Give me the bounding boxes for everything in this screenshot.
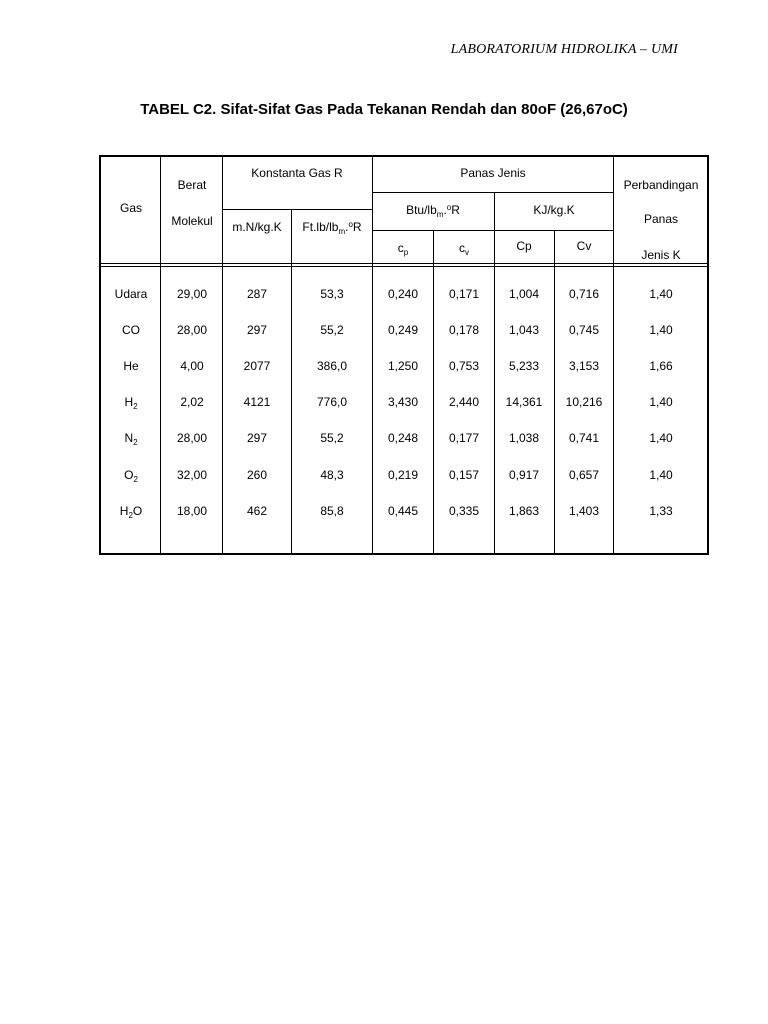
gas-properties-table bbox=[99, 155, 709, 555]
cell-berat: 28,00 bbox=[176, 431, 208, 445]
cell-r-si: 2077 bbox=[243, 359, 271, 373]
cell-cp: 1,038 bbox=[508, 431, 540, 445]
cell-cv: 0,335 bbox=[448, 504, 480, 518]
cell-berat: 2,02 bbox=[180, 395, 204, 409]
cell-cv: 0,657 bbox=[568, 468, 600, 482]
cell-cv: 0,171 bbox=[448, 287, 480, 301]
cell-r-en: 776,0 bbox=[316, 395, 348, 409]
cell-berat: 18,00 bbox=[176, 504, 208, 518]
cell-cp: 14,361 bbox=[505, 395, 543, 409]
cell-r-si: 297 bbox=[246, 431, 268, 445]
cell-cp: 1,250 bbox=[387, 359, 419, 373]
header-cp-lower: $c_p$ bbox=[397, 241, 409, 257]
cell-k: 1,40 bbox=[649, 395, 673, 409]
cell-cv: 0,178 bbox=[448, 323, 480, 337]
cell-gas: $O_2$ bbox=[124, 468, 138, 484]
cell-r-si: 462 bbox=[246, 504, 268, 518]
col-divider bbox=[433, 230, 434, 553]
cell-r-si: 4121 bbox=[243, 395, 271, 409]
cell-cp: 1,863 bbox=[508, 504, 540, 518]
header-panas-jenis: Panas Jenis bbox=[460, 166, 526, 180]
row-divider bbox=[372, 230, 613, 231]
cell-cv: 3,153 bbox=[568, 359, 600, 373]
cell-cv: 0,745 bbox=[568, 323, 600, 337]
cell-r-si: 260 bbox=[246, 468, 268, 482]
cell-k: 1,40 bbox=[649, 323, 673, 337]
row-divider bbox=[372, 192, 613, 193]
col-divider bbox=[372, 157, 373, 553]
cell-cv: 2,440 bbox=[448, 395, 480, 409]
col-divider bbox=[554, 230, 555, 553]
cell-cp: 0,249 bbox=[387, 323, 419, 337]
cell-cp: 0,219 bbox=[387, 468, 419, 482]
header-berat: Berat bbox=[177, 178, 207, 192]
header-cv-lower: $c_v$ bbox=[459, 241, 469, 257]
col-divider bbox=[160, 157, 161, 553]
cell-cv: 0,177 bbox=[448, 431, 480, 445]
cell-gas: Udara bbox=[114, 287, 148, 301]
cell-cp: 0,917 bbox=[508, 468, 540, 482]
header-r-si: m.N/kg.K bbox=[232, 220, 282, 234]
col-divider bbox=[494, 192, 495, 553]
header-kj: KJ/kg.K bbox=[533, 203, 575, 217]
cell-r-si: 297 bbox=[246, 323, 268, 337]
cell-r-en: 53,3 bbox=[320, 287, 344, 301]
cell-k: 1,40 bbox=[649, 287, 673, 301]
header-jenis-k: Jenis K bbox=[641, 248, 681, 262]
cell-gas: He bbox=[123, 359, 139, 373]
cell-r-si: 287 bbox=[246, 287, 268, 301]
col-divider bbox=[613, 157, 614, 553]
cell-cp: 3,430 bbox=[387, 395, 419, 409]
header-separator bbox=[101, 263, 707, 264]
cell-r-en: 55,2 bbox=[320, 431, 344, 445]
cell-r-en: 386,0 bbox=[316, 359, 348, 373]
cell-k: 1,66 bbox=[649, 359, 673, 373]
cell-berat: 4,00 bbox=[180, 359, 204, 373]
cell-gas: $N_2$ bbox=[124, 431, 138, 447]
header-cp-upper: Cp bbox=[516, 239, 532, 253]
cell-cv: 10,216 bbox=[565, 395, 603, 409]
cell-berat: 32,00 bbox=[176, 468, 208, 482]
cell-cv: 1,403 bbox=[568, 504, 600, 518]
cell-berat: 28,00 bbox=[176, 323, 208, 337]
cell-gas: $H_2$ bbox=[124, 395, 138, 411]
cell-cv: 0,716 bbox=[568, 287, 600, 301]
header-r-en: $Ft.lb/lb_m.^oR$ bbox=[302, 220, 362, 236]
cell-r-en: 48,3 bbox=[320, 468, 344, 482]
header-konstanta: Konstanta Gas R bbox=[251, 166, 343, 180]
cell-cp: 0,240 bbox=[387, 287, 419, 301]
col-divider bbox=[291, 209, 292, 553]
cell-berat: 29,00 bbox=[176, 287, 208, 301]
cell-k: 1,33 bbox=[649, 504, 673, 518]
cell-k: 1,40 bbox=[649, 468, 673, 482]
header-separator bbox=[101, 266, 707, 267]
cell-r-en: 55,2 bbox=[320, 323, 344, 337]
header-perbandingan: Perbandingan bbox=[623, 178, 699, 192]
cell-cv: 0,753 bbox=[448, 359, 480, 373]
page-header: LABORATORIUM HIDROLIKA – UMI bbox=[450, 42, 678, 57]
cell-cv: 0,741 bbox=[568, 431, 600, 445]
header-panas: Panas bbox=[643, 212, 679, 226]
header-molekul: Molekul bbox=[171, 214, 213, 228]
header-btu: Btu/$lb_m.^oR$ bbox=[406, 203, 460, 219]
cell-cp: 1,043 bbox=[508, 323, 540, 337]
col-divider bbox=[222, 157, 223, 553]
cell-cp: 5,233 bbox=[508, 359, 540, 373]
cell-cv: 0,157 bbox=[448, 468, 480, 482]
header-gas: Gas bbox=[119, 201, 143, 215]
cell-cp: 1,004 bbox=[508, 287, 540, 301]
header-cv-upper: Cv bbox=[576, 239, 592, 253]
table-title: TABEL C2. Sifat-Sifat Gas Pada Tekanan Rendah dan 80oF (26,67oC) bbox=[140, 101, 628, 118]
cell-cp: 0,445 bbox=[387, 504, 419, 518]
cell-gas: $H_2O$ bbox=[119, 504, 143, 520]
cell-k: 1,40 bbox=[649, 431, 673, 445]
cell-gas: CO bbox=[122, 323, 140, 337]
cell-r-en: 85,8 bbox=[320, 504, 344, 518]
cell-cp: 0,248 bbox=[387, 431, 419, 445]
row-divider bbox=[222, 209, 372, 210]
